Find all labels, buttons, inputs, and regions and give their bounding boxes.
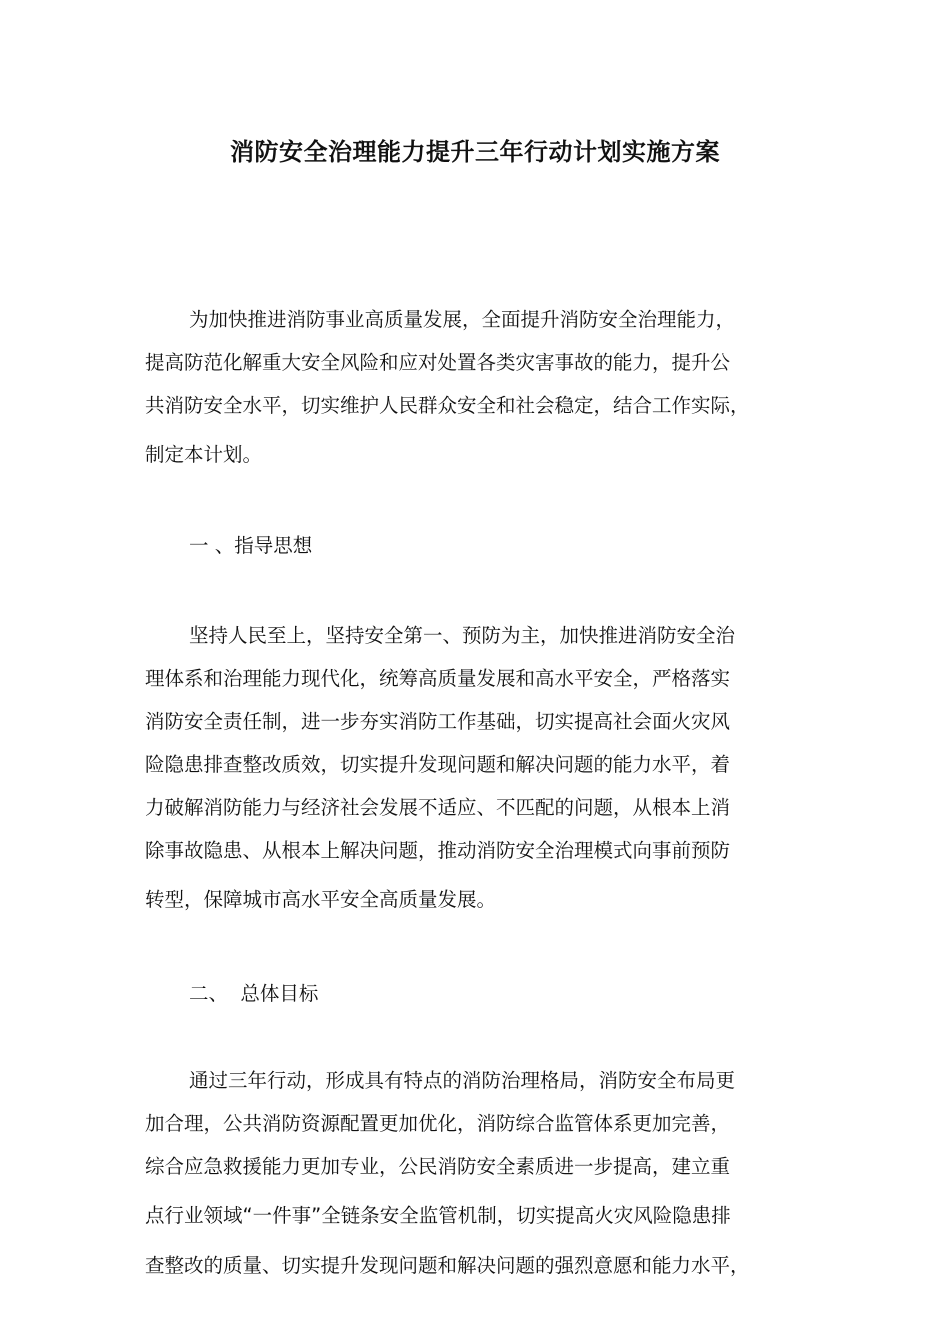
paragraph-line: 共消防安全水平，切实维护人民群众安全和社会稳定，结合工作实际， [145, 394, 750, 417]
paragraph-line: 通过三年行动，形成具有特点的消防治理格局，消防安全布局更 [189, 1069, 736, 1092]
document-title: 消防安全治理能力提升三年行动计划实施方案 [230, 138, 720, 166]
paragraph-line: 加合理，公共消防资源配置更加优化，消防综合监管体系更加完善， [145, 1112, 731, 1135]
overall-goals-paragraph [145, 1059, 825, 1287]
paragraph-line: 点行业领域“一件事”全链条安全监管机制，切实提高火灾风险隐患排 [145, 1204, 731, 1227]
section-heading-overall-goals: 二、 总体目标 [189, 982, 319, 1005]
intro-paragraph [145, 298, 825, 483]
paragraph-line: 坚持人民至上，坚持安全第一、预防为主，加快推进消防安全治 [189, 624, 736, 647]
paragraph-line: 查整改的质量、切实提升发现问题和解决问题的强烈意愿和能力水平， [145, 1254, 750, 1277]
paragraph-line: 综合应急救援能力更加专业，公民消防安全素质进一步提高，建立重 [145, 1155, 731, 1178]
paragraph-line: 提高防范化解重大安全风险和应对处置各类灾害事故的能力，提升公 [145, 351, 731, 374]
paragraph-line: 制定本计划。 [145, 443, 263, 466]
paragraph-line: 为加快推进消防事业高质量发展，全面提升消防安全治理能力， [189, 308, 736, 331]
section-heading-guiding-ideology: 一 、指导思想 [189, 534, 313, 557]
paragraph-line: 消防安全责任制，进一步夯实消防工作基础，切实提高社会面火灾风 [145, 710, 731, 733]
paragraph-line: 力破解消防能力与经济社会发展不适应、不匹配的问题，从根本上消 [145, 796, 731, 819]
guiding-ideology-paragraph [145, 614, 825, 928]
paragraph-line: 除事故隐患、从根本上解决问题，推动消防安全治理模式向事前预防 [145, 839, 731, 862]
paragraph-line: 转型，保障城市高水平安全高质量发展。 [145, 888, 497, 911]
paragraph-line: 险隐患排查整改质效，切实提升发现问题和解决问题的能力水平，着 [145, 753, 731, 776]
paragraph-line: 理体系和治理能力现代化，统筹高质量发展和高水平安全，严格落实 [145, 667, 731, 690]
